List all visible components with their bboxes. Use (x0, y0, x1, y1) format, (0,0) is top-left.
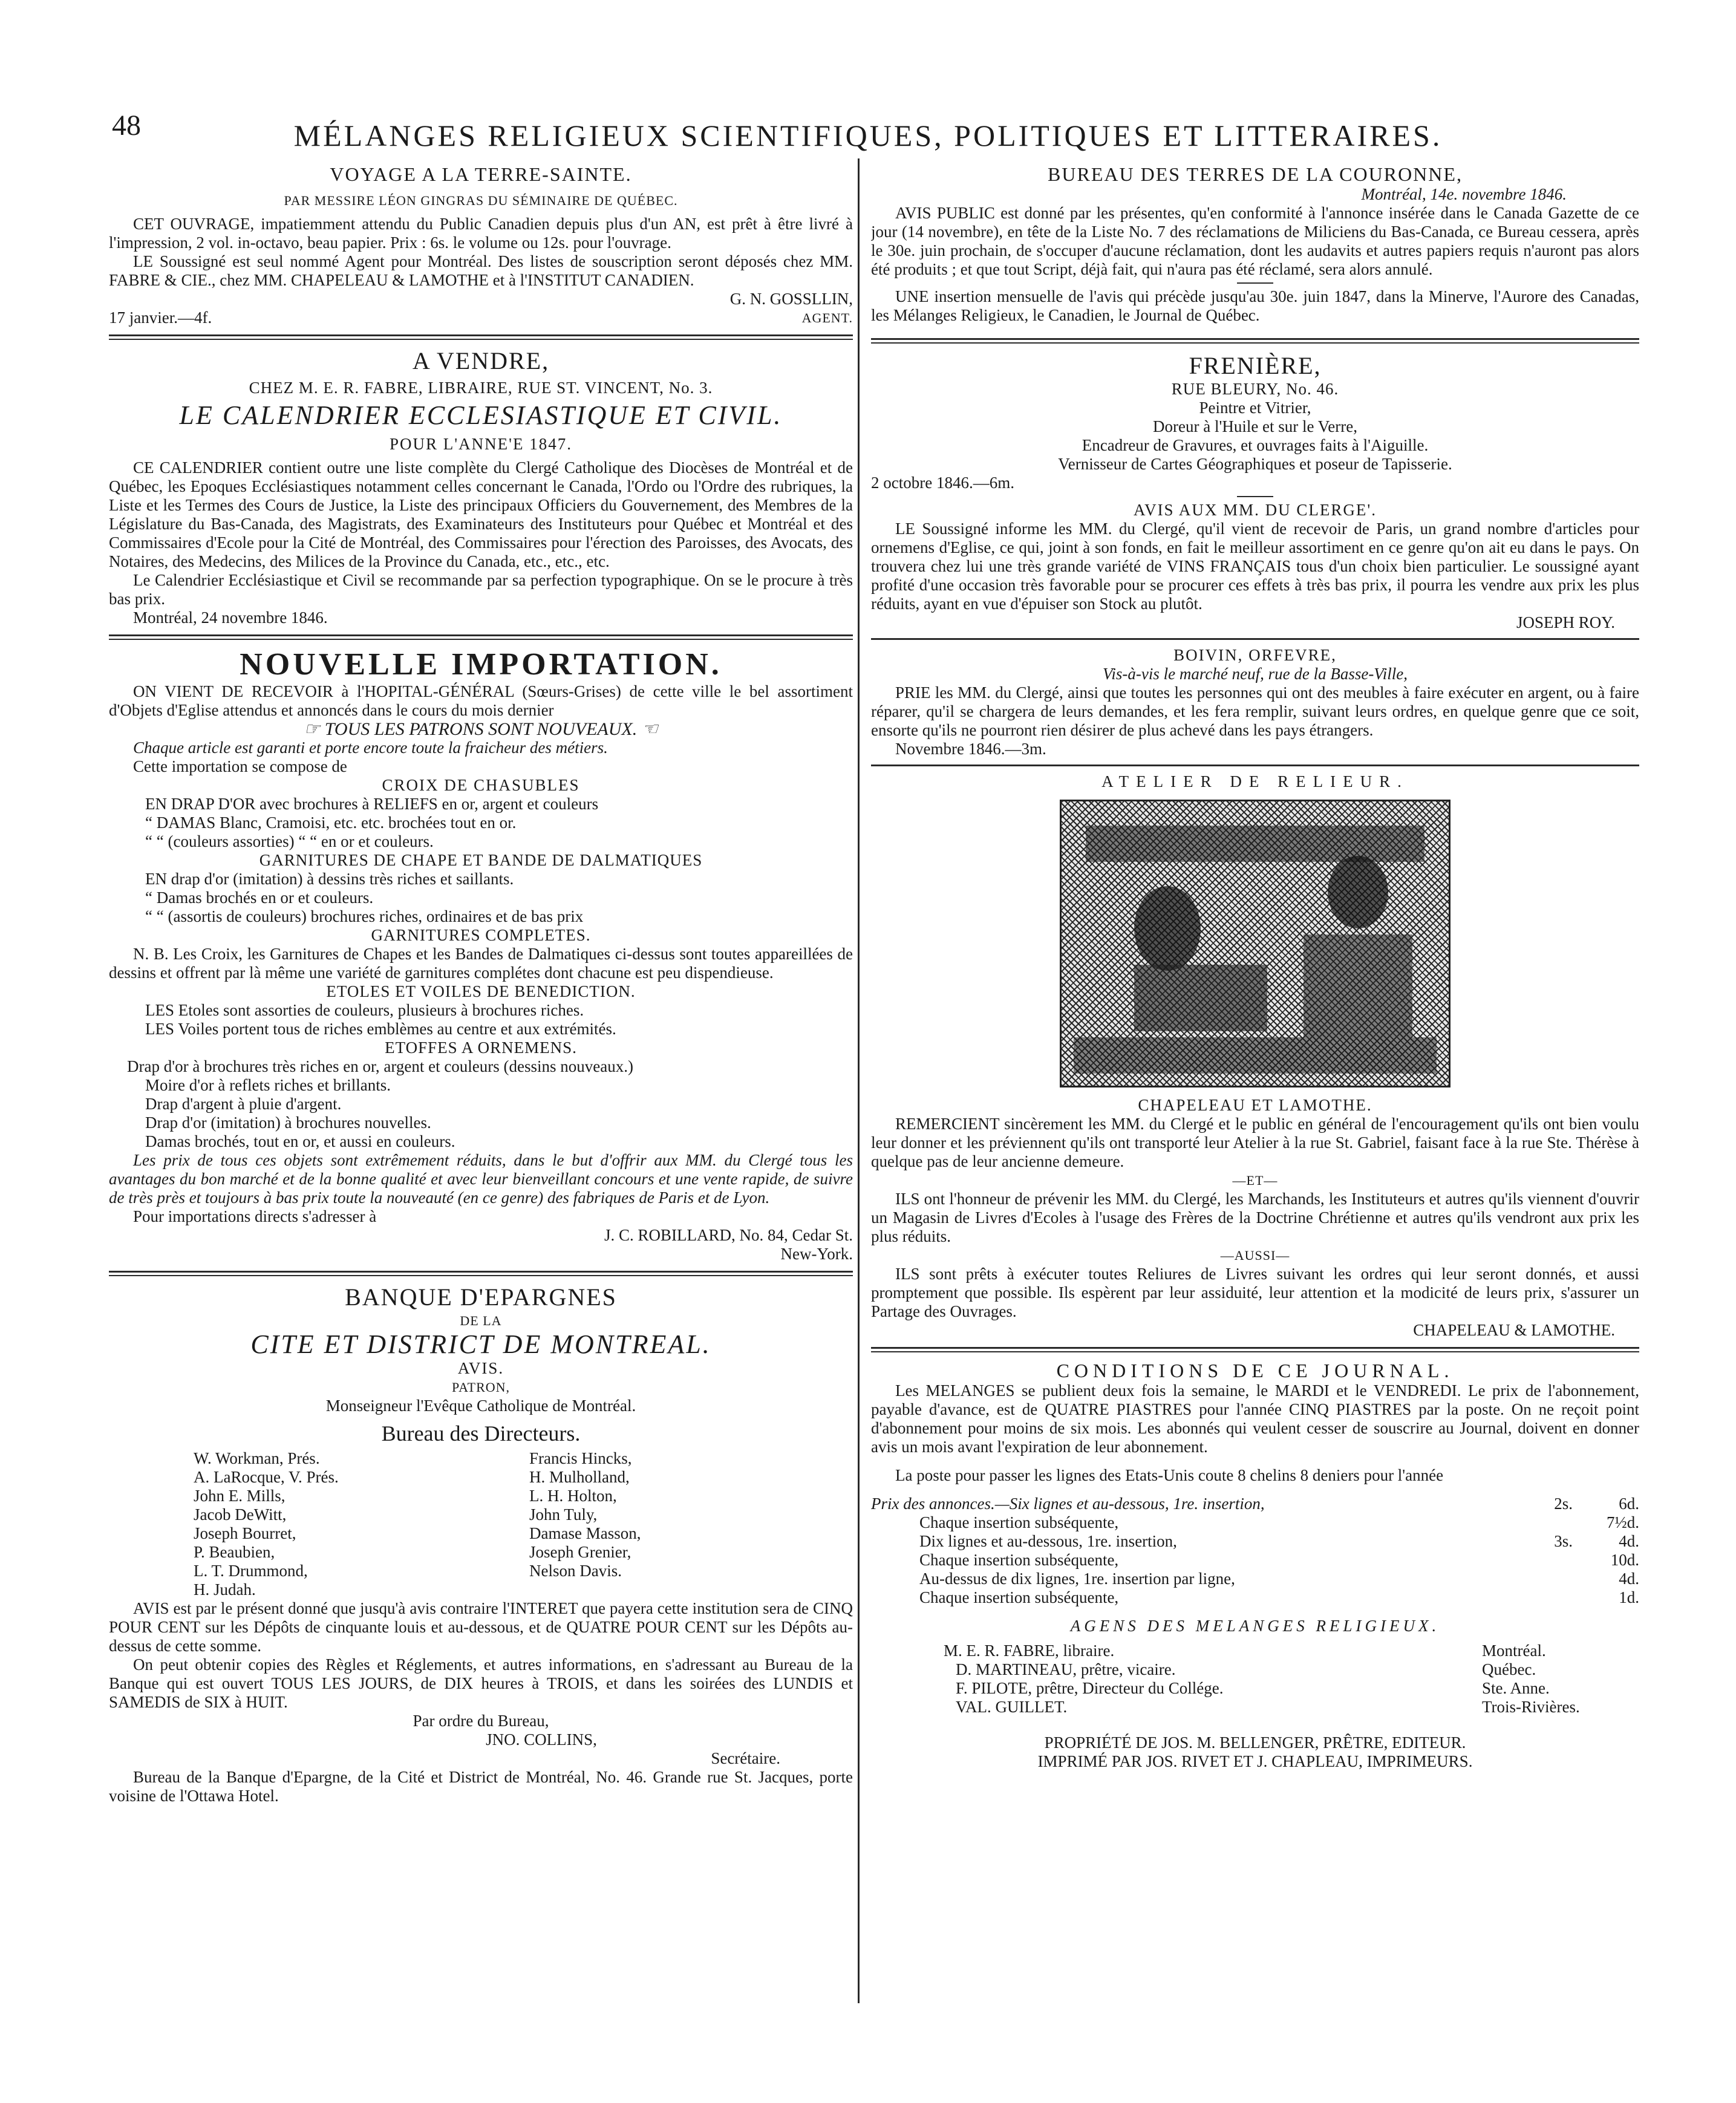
ad-line: Vernisseur de Cartes Géographiques et poseur de Tapisserie. (1058, 455, 1452, 473)
ad-boivin (871, 646, 1639, 758)
ad-title: NOUVELLE IMPORTATION. (240, 647, 722, 682)
price-shillings (1506, 1570, 1573, 1588)
right-column (871, 163, 1639, 2008)
engraving-figures (1062, 801, 1449, 1086)
ad-body: REMERCIENT sincèrement les MM. du Clergé et le public en général de l'encouragement qu'ils ont bien voulu leur donner et les préviennent qu'ils ont transporté leur Atelier à la rue St. Gabriel, faisant face à la rue Ste. Thérèse à quelque pas de leur ancienne demeure. (871, 1115, 1639, 1170)
price-shillings: 3s. (1554, 1532, 1573, 1550)
director: Francis Hincks, (529, 1449, 632, 1467)
agent-name: D. MARTINEAU, prêtre, vicaire. (956, 1660, 1176, 1678)
item-line: Drap d'argent à pluie d'argent. (145, 1095, 342, 1113)
item-line: “ Damas brochés en or et couleurs. (145, 888, 374, 907)
ad-separator: —AUSSI— (1220, 1248, 1290, 1263)
ad-order: Par ordre du Bureau, (413, 1712, 549, 1730)
ad-byline: PAR MESSIRE LÉON GINGRAS DU SÉMINAIRE DE QUÉBEC. (284, 193, 678, 208)
agent-name: F. PILOTE, prêtre, Directeur du Collége. (956, 1679, 1224, 1697)
ad-signer: JOSEPH ROY. (1516, 613, 1615, 631)
price-shillings: 2s. (1554, 1495, 1573, 1513)
directors-title: Bureau des Directeurs. (381, 1421, 581, 1446)
ad-title: BANQUE D'EPARGNES (345, 1283, 617, 1311)
page-title: MÉLANGES RELIGIEUX SCIENTIFIQUES, POLITIQUES ET LITTERAIRES. (293, 119, 1443, 152)
director: L. T. Drummond, (194, 1562, 308, 1580)
ad-body: LE Soussigné est seul nommé Agent pour Montréal. Des listes de souscription seront déposés chez MM. FABRE & CIE., chez MM. CHAPELEAU & LAMOTHE et à l'INSTITUT CANADIEN. (109, 252, 853, 289)
ad-line: Peintre et Vitrier, (1199, 399, 1311, 417)
price-table (871, 1495, 1639, 1607)
ad-line: RUE BLEURY, No. 46. (1171, 380, 1339, 398)
price-pence: 7½d. (1607, 1513, 1639, 1531)
ad-body: AVIS PUBLIC est donné par les présentes, qu'en conformité à l'annonce insérée dans le Canada Gazette de ce jour (14 novembre), en tête de la Liste No. 7 des réclamations de Miliciens du Bas-Canada, ce Bureau cessera, après le 30e. juin prochain, de s'occuper d'aucune réclamation, dont les audavits et autres papiers requis n'auront pas alors été produits ; et que tout Script, déjà fait, qui n'aura pas été réclamé, sera alors annulé. (871, 204, 1639, 278)
ad-clerge (871, 501, 1639, 632)
ad-compose: Cette importation se compose de (133, 757, 347, 775)
ad-atelier (871, 772, 1639, 1340)
ad-body: ILS sont prêts à exécuter toutes Reliures de Livres suivant les ordres qui leur seront donnés, et aussi promptement que possible. Ils espèrent par leur assiduité, leur attention et la modicité de leurs prix, s'assurer un Partage des Ouvrages. (871, 1265, 1639, 1320)
director: John E. Mills, (194, 1487, 286, 1505)
price-label: Dix lignes et au-dessous, 1re. insertion, (919, 1532, 1177, 1550)
price-pence: 4d. (1619, 1570, 1639, 1588)
price-label: Chaque insertion subséquente, (919, 1588, 1119, 1606)
director: Nelson Davis. (529, 1562, 622, 1580)
conditions-title: CONDITIONS DE CE JOURNAL. (1056, 1360, 1454, 1381)
director: A. LaRocque, V. Prés. (194, 1468, 339, 1486)
price-pence: 6d. (1619, 1495, 1639, 1513)
ad-body: LE Soussigné informe les MM. du Clergé, qu'il vient de recevoir de Paris, un grand nombre d'articles pour ornemens d'Eglise, ce qui, joint à son fonds, en fait le meilleur assortiment en ce genre qu'on ait eu dans le pays. On trouvera chez lui une très grande variété de VINS FRANÇAIS tous d'un choix bien particulier. Le soussigné ayant profité d'une occasion très favorable pour se procurer ces effets à très bas prix, il pourra les vendre aux prix les plus réduits, ayant en vue d'épuiser son Stock au plutôt. (871, 520, 1639, 613)
section-rule (109, 1271, 853, 1276)
agent-city: Québec. (1482, 1660, 1536, 1678)
price-shillings (1506, 1551, 1573, 1570)
price-label: Chaque insertion subséquente, (919, 1551, 1119, 1569)
section-heading: GARNITURES COMPLETES. (371, 926, 591, 944)
ad-line: Encadreur de Gravures, et ouvrages faits à l'Aiguille. (1082, 436, 1429, 454)
agent-city: Montréal. (1482, 1642, 1546, 1660)
ad-separator: —ET— (1232, 1173, 1278, 1188)
ad-title: ATELIER DE RELIEUR. (1101, 772, 1409, 791)
ad-title: BOIVIN, ORFEVRE, (1173, 646, 1337, 664)
ad-date: 17 janvier.—4f. (109, 308, 212, 327)
price-label: Chaque insertion subséquente, (919, 1513, 1119, 1531)
ad-date: Montréal, 24 novembre 1846. (133, 608, 328, 627)
ad-date: 2 octobre 1846.—6m. (871, 474, 1014, 492)
ad-caption: CHAPELEAU ET LAMOTHE. (1138, 1096, 1372, 1114)
ad-signer: J. C. ROBILLARD, No. 84, Cedar St. (604, 1226, 853, 1244)
director: Joseph Bourret, (194, 1524, 296, 1542)
journal-conditions (871, 1360, 1639, 1771)
conditions-postage: La poste pour passer les lignes des Etats-Unis coute 8 chelins 8 deniers pour l'année (895, 1466, 1444, 1484)
price-pence: 1d. (1619, 1588, 1639, 1606)
director: L. H. Holton, (529, 1487, 617, 1505)
section-heading: ETOFFES A ORNEMENS. (385, 1038, 577, 1057)
ad-prices: Les prix de tous ces objets sont extrêmement réduits, dans le but d'offrir aux MM. du Clergé tous les avantages du bon marché et de la bonne qualité et avec leur bienveillant concours et une vente rapide, de suivre de très près et toujours à bas prix toute la nouveauté (en ce genre) des fabriques de Paris et de Lyon. (109, 1151, 853, 1207)
ad-nb: N. B. Les Croix, les Garnitures de Chapes et les Bandes de Dalmatiques ci-dessus sont toutes appareillées de dessins et offrent par là même une variété de garnitures complétes dont chacune est peu dispendieuse. (109, 945, 853, 982)
director: H. Mulholland, (529, 1468, 630, 1486)
ad-importation (109, 647, 853, 1263)
directors-left (194, 1449, 517, 1599)
ad-de-la: DE LA (460, 1313, 502, 1328)
ad-banque (109, 1283, 853, 1805)
ad-date: Novembre 1846.—3m. (895, 740, 1046, 758)
ad-avis: AVIS. (457, 1359, 504, 1377)
ad-patron: Monseigneur l'Evêque Catholique de Montréal. (325, 1397, 636, 1415)
directors-right (529, 1449, 853, 1599)
ad-signer-role: Secrétaire. (711, 1749, 780, 1767)
price-pence: 4d. (1619, 1532, 1639, 1550)
ad-signer-role: AGENT. (801, 310, 853, 325)
ad-terres (871, 163, 1639, 325)
item-line: “ DAMAS Blanc, Cramoisi, etc. etc. brochées tout en or. (145, 813, 517, 832)
item-line: EN DRAP D'OR avec brochures à RELIEFS en or, argent et couleurs (145, 795, 599, 813)
item-line: Drap d'or à brochures très riches en or, argent et couleurs (dessins nouveaux.) (127, 1057, 633, 1075)
item-line: “ “ (assortis de couleurs) brochures riches, ordinaires et de bas prix (145, 907, 584, 925)
section-rule (871, 638, 1639, 640)
item-line: EN drap d'or (imitation) à dessins très riches et saillants. (145, 870, 514, 888)
price-shillings (1506, 1588, 1573, 1607)
proprietor-line: PROPRIÉTÉ DE JOS. M. BELLENGER, PRÊTRE, EDITEUR. (1044, 1733, 1466, 1752)
item-line: Damas brochés, tout en or, et aussi en couleurs. (145, 1132, 455, 1150)
section-rule (871, 338, 1639, 344)
ad-body: Le Calendrier Ecclésiastique et Civil se recommande par sa perfection typographique. On se le procure à très bas prix. (109, 571, 853, 608)
ad-signer: JNO. COLLINS, (486, 1730, 597, 1749)
short-rule (1237, 282, 1273, 284)
short-rule (1237, 496, 1273, 497)
ad-signer: G. N. GOSSLLIN, (729, 290, 853, 308)
price-pence: 10d. (1610, 1551, 1639, 1569)
director: Jacob DeWitt, (194, 1505, 287, 1524)
ad-title: VOYAGE A LA TERRE-SAINTE. (330, 163, 632, 185)
item-line: Moire d'or à reflets riches et brillants. (145, 1076, 391, 1094)
ad-body: CET OUVRAGE, impatiemment attendu du Public Canadien depuis plus d'un AN, est prêt à être livré à l'impression, 2 vol. in-octavo, beau papier. Prix : 6s. le volume ou 12s. pour l'ouvrage. (109, 215, 853, 252)
item-line: “ “ (couleurs assorties) “ “ en or et couleurs. (145, 832, 434, 850)
ad-contact: Pour importations directs s'adresser à (133, 1207, 377, 1225)
agent-name: VAL. GUILLET. (956, 1698, 1068, 1716)
director: P. Beaubien, (194, 1543, 275, 1561)
section-rule (871, 1347, 1639, 1352)
director: Joseph Grenier, (529, 1543, 631, 1561)
section-rule (109, 334, 853, 340)
ad-vendre (109, 347, 853, 627)
printer-line: IMPRIMÉ PAR JOS. RIVET ET J. CHAPLEAU, IMPRIMEURS. (1037, 1752, 1473, 1770)
director: John Tuly, (529, 1505, 598, 1524)
section-rule (871, 765, 1639, 766)
ad-note: UNE insertion mensuelle de l'avis qui précède jusqu'au 30e. juin 1847, dans la Minerve, l'Aurore des Canadas, les Mélanges Religieux, le Canadien, le Journal de Québec. (871, 287, 1639, 324)
section-heading: GARNITURES DE CHAPE ET BANDE DE DALMATIQUES (259, 851, 703, 869)
ad-subtitle: CHEZ M. E. R. FABRE, LIBRAIRE, RUE ST. VINCENT, No. 3. (249, 379, 713, 397)
agent-city: Trois-Rivières. (1482, 1698, 1580, 1716)
ad-guarantee: Chaque article est garanti et porte encore toute la fraicheur des métiers. (133, 738, 608, 757)
item-line: Drap d'or (imitation) à brochures nouvelles. (145, 1113, 431, 1132)
ad-signer: CHAPELEAU & LAMOTHE. (1413, 1321, 1615, 1339)
conditions-body: Les MELANGES se publient deux fois la semaine, le MARDI et le VENDREDI. Le prix de l'abonnement, payable d'avance, est de QUATRE PIASTRES pour l'année CINQ PIASTRES par la poste. On ne reçoit point d'abonnement pour moins de six mois. Les abonnés qui veulent cesser de souscrire au Journal, doivent en donner avis un mois avant l'expiration de leur abonnement. (871, 1381, 1639, 1456)
column-divider (858, 158, 860, 2003)
ad-dateline: Montréal, 14e. novembre 1846. (1361, 185, 1567, 203)
ad-subtitle: CITE ET DISTRICT DE MONTREAL. (250, 1329, 711, 1359)
ad-title: BUREAU DES TERRES DE LA COURONNE, (1048, 163, 1463, 185)
agent-city: Ste. Anne. (1482, 1679, 1550, 1697)
left-column (109, 163, 853, 1996)
page-number: 48 (112, 109, 141, 142)
ad-city: New-York. (780, 1245, 853, 1263)
ad-title: AVIS AUX MM. DU CLERGE'. (1134, 501, 1377, 519)
section-heading: CROIX DE CHASUBLES (382, 776, 580, 794)
section-rule (109, 634, 853, 640)
ad-patrons: ☞ TOUS LES PATRONS SONT NOUVEAUX. ☜ (304, 719, 658, 739)
bookbinder-engraving (1060, 800, 1450, 1087)
ad-patron-label: PATRON, (451, 1380, 511, 1395)
ad-intro: ON VIENT DE RECEVOIR à l'HOPITAL-GÉNÉRAL (Sœurs-Grises) de cette ville le bel assortiment d'Objets d'Eglise attendus et annoncés dans le cours du mois dernier (109, 682, 853, 719)
director: W. Workman, Prés. (194, 1449, 320, 1467)
item-line: LES Etoles sont assorties de couleurs, plusieurs à brochures riches. (145, 1001, 584, 1019)
ad-footer: Bureau de la Banque d'Epargne, de la Cité et District de Montréal, No. 46. Grande rue St. Jacques, porte voisine de l'Ottawa Hotel. (109, 1768, 853, 1805)
ad-body: AVIS est par le présent donné que jusqu'à avis contraire l'INTERET que payera cette institution sera de CINQ POUR CENT sur les Dépôts de cinquante louis et au-dessous, et de QUATRE POUR CENT sur les Dépôts au-dessus de cette somme. (109, 1599, 853, 1655)
agents-list (871, 1642, 1639, 1717)
price-label: Prix des annonces.—Six lignes et au-dessous, 1re. insertion, (871, 1495, 1265, 1513)
ad-voyage (109, 163, 853, 327)
price-shillings (1506, 1513, 1573, 1532)
ad-headline: LE CALENDRIER ECCLESIASTIQUE ET CIVIL. (179, 400, 783, 430)
section-heading: ETOLES ET VOILES DE BENEDICTION. (326, 982, 636, 1000)
price-label: Au-dessus de dix lignes, 1re. insertion par ligne, (919, 1570, 1235, 1588)
ad-title: A VENDRE, (412, 347, 550, 374)
ad-freniere (871, 352, 1639, 492)
ad-body: On peut obtenir copies des Règles et Réglements, et autres informations, en s'adressant au Bureau de la Banque qui est ouvert TOUS LES JOURS, de DIX heures à TROIS, et dans les soirées des LUNDIS et SAMEDIS de SIX à HUIT. (109, 1655, 853, 1711)
agent-name: M. E. R. FABRE, libraire. (944, 1642, 1115, 1660)
ad-body: CE CALENDRIER contient outre une liste complète du Clergé Catholique des Diocèses de Montréal et de Québec, les Epoques Ecclésiastiques notamment celles concernant le Canada, l'Ordo ou l'Ordre des rubriques, la Liste et les Termes des Cours de Justice, la Liste des principaux Officiers du Gouvernement, des Membres de la Législature du Bas-Canada, des Magistrats, des Examinateurs des Instituteurs pour Québec et Montréal et des Commissaires d'Ecole pour la Cité de Montréal, des Commissaires pour l'érection des Paroisses, des Avocats, des Notaires, des Medecins, des Milices de la Province du Canada, etc., etc., etc. (109, 458, 853, 570)
agents-title: AGENS DES MELANGES RELIGIEUX. (1070, 1617, 1440, 1635)
directors-list (109, 1449, 853, 1599)
item-line: LES Voiles portent tous de riches emblèmes au centre et aux extrémités. (145, 1020, 616, 1038)
ad-year: POUR L'ANNE'E 1847. (390, 435, 572, 453)
ad-body: ILS ont l'honneur de prévenir les MM. du Clergé, les Marchands, les Instituteurs et autres qu'ils viennent d'ouvrir un Magasin de Livres d'Ecoles à l'usage des Frères de la Doctrine Chrétienne et autres qu'ils vendront aux prix les plus réduits. (871, 1190, 1639, 1245)
ad-line: Doreur à l'Huile et sur le Verre, (1153, 417, 1357, 435)
director: H. Judah. (194, 1580, 256, 1599)
ad-title: FRENIÈRE, (1189, 352, 1322, 379)
ad-body: PRIE les MM. du Clergé, ainsi que toutes les personnes qui ont des meubles à faire exécuter en argent, ou à faire réparer, qu'il se chargera de leurs demandes, et les fera remplir, suivant leurs ordres, en quelque genre que ce soit, ensorte qu'ils ne pourront rien désirer de plus achevé dans les pays étrangers. (871, 683, 1639, 739)
ad-subtitle: Vis-à-vis le marché neuf, rue de la Basse-Ville, (1102, 665, 1408, 683)
director: Damase Masson, (529, 1524, 641, 1542)
